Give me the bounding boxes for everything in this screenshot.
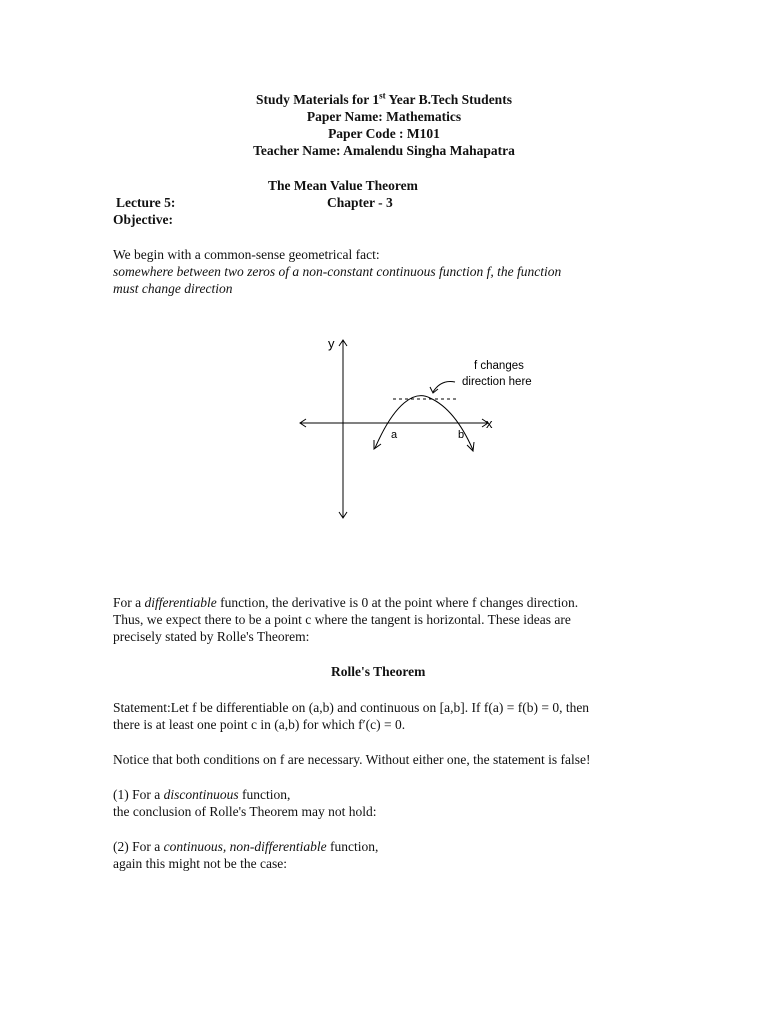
para1-line3: precisely stated by Rolle's Theorem: xyxy=(113,629,310,644)
statement-line1: Statement:Let f be differentiable on (a,b) and continuous on [a,b]. If f(a) = f(b) = 0, then xyxy=(113,700,590,715)
paper-name: Paper Name: Mathematics xyxy=(306,109,462,124)
x-label: x xyxy=(486,416,493,431)
intro-italic-1: somewhere between two zeros of a non-constant continuous function f, the function xyxy=(113,264,562,279)
intro-italic-2: must change direction xyxy=(113,281,233,296)
header-line1: Study Materials for 1st Year B.Tech Students xyxy=(256,90,512,107)
y-label: y xyxy=(328,336,335,351)
case1-line2: the conclusion of Rolle's Theorem may not hold: xyxy=(113,804,377,819)
objective-label: Objective: xyxy=(113,212,173,227)
annotation-line2: direction here xyxy=(462,376,532,388)
rolle-heading: Rolle's Theorem xyxy=(331,664,426,679)
para1-line1: For a differentiable function, the derivative is 0 at the point where f changes direction. xyxy=(113,595,579,610)
teacher-name: Teacher Name: Amalendu Singha Mahapatra xyxy=(253,143,515,158)
chapter-label: Chapter - 3 xyxy=(327,195,393,210)
case1-line1: (1) For a discontinuous function, xyxy=(113,787,291,802)
a-label: a xyxy=(391,429,398,441)
case2-line2: again this might not be the case: xyxy=(113,856,287,871)
b-label: b xyxy=(458,429,465,441)
lecture-label: Lecture 5: xyxy=(116,195,176,210)
page-title: The Mean Value Theorem xyxy=(268,178,418,193)
annotation-line1: f changes xyxy=(474,360,524,372)
paper-code: Paper Code : M101 xyxy=(328,126,440,141)
para1-line2: Thus, we expect there to be a point c where the tangent is horizontal. These ideas are xyxy=(113,612,571,627)
case2-line1: (2) For a continuous, non-differentiable function, xyxy=(113,839,379,854)
intro-line: We begin with a common-sense geometrical fact: xyxy=(113,247,380,262)
rolle-figure xyxy=(290,330,532,530)
statement-line2: there is at least one point c in (a,b) for which f′(c) = 0. xyxy=(113,717,406,732)
notice-text: Notice that both conditions on f are necessary. Without either one, the statement is false! xyxy=(113,752,591,767)
curve-arrow-right xyxy=(467,442,474,451)
